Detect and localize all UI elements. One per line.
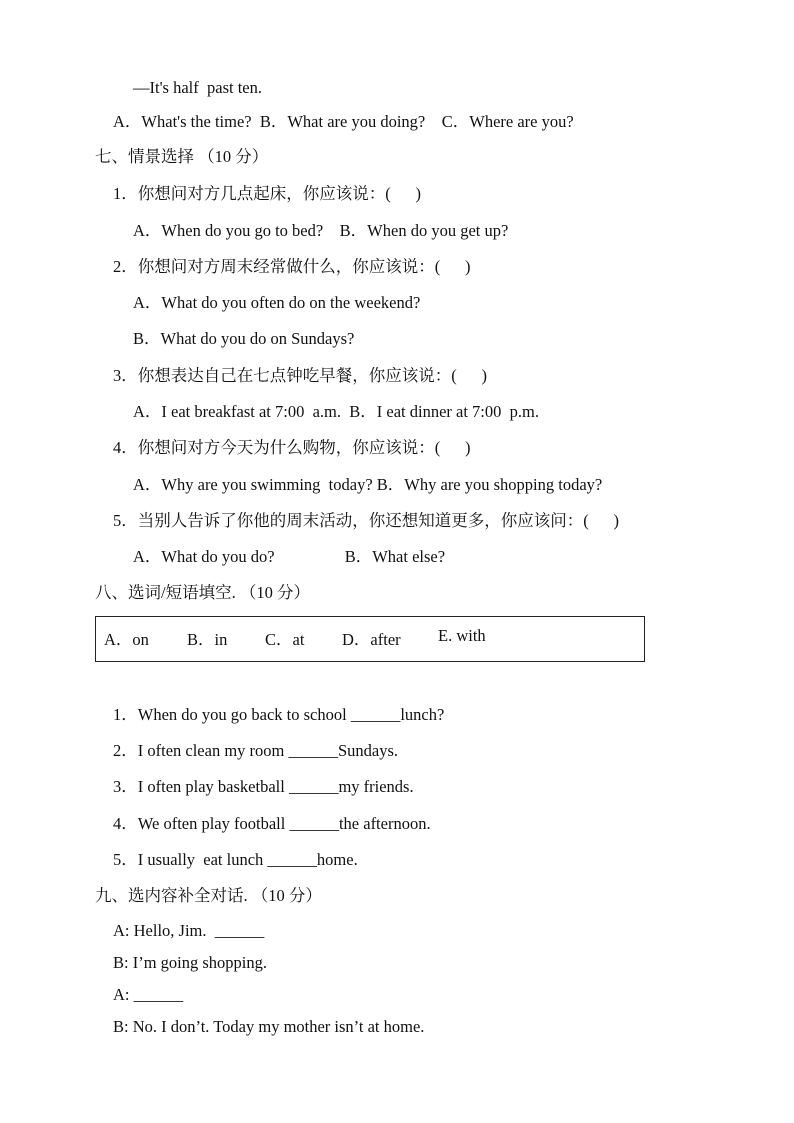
word-bank-option-b: B．in [187, 630, 228, 649]
question-7-5: 5．当别人告诉了你他的周末活动，你还想知道更多，你应该问：( ) [113, 511, 619, 530]
question-7-4: 4．你想问对方今天为什么购物，你应该说：( ) [113, 438, 471, 457]
word-bank-option-e: E. with [438, 626, 486, 645]
dialog-line-1: A: Hello, Jim. ______ [113, 921, 265, 940]
answer-options-7-3: A．I eat breakfast at 7:00 a.m. B．I eat dinner at 7:00 p.m. [133, 402, 539, 421]
fill-item-2: 2．I often clean my room ______Sundays. [113, 741, 399, 760]
fill-item-3: 3．I often play basketball ______my friends. [113, 777, 414, 796]
answer-options-7-5: A．What do you do? B．What else? [133, 547, 446, 566]
word-bank-option-c: C．at [265, 630, 305, 649]
answer-option-7-2-b: B．What do you do on Sundays? [133, 329, 355, 348]
word-bank-option-d: D．after [342, 630, 401, 649]
word-bank-box [95, 616, 645, 662]
question-7-3: 3．你想表达自己在七点钟吃早餐，你应该说：( ) [113, 366, 487, 385]
answer-options-7-4: A．Why are you swimming today? B．Why are you shopping today? [133, 475, 603, 494]
section-9-heading: 九、选内容补全对话. （10 分） [95, 886, 322, 905]
dialog-line-3: A: ______ [113, 985, 184, 1004]
dialog-line-4: B: No. I don’t. Today my mother isn’t at home. [113, 1017, 425, 1036]
section-7-heading: 七、情景选择 （10 分） [95, 147, 269, 166]
word-bank-option-a: A．on [104, 630, 149, 649]
dialog-line-2: B: I’m going shopping. [113, 953, 268, 972]
fill-item-5: 5．I usually eat lunch ______home. [113, 850, 358, 869]
question-7-1: 1．你想问对方几点起床，你应该说：( ) [113, 184, 421, 203]
answer-line: —It's half past ten. [133, 78, 262, 97]
fill-item-1: 1．When do you go back to school ______lunch? [113, 705, 445, 724]
section-8-heading: 八、选词/短语填空. （10 分） [95, 583, 310, 602]
options-line: A．What's the time? B．What are you doing? C．Where are you? [113, 112, 574, 131]
answer-option-7-2-a: A．What do you often do on the weekend? [133, 293, 421, 312]
answer-options-7-1: A．When do you go to bed? B．When do you get up? [133, 221, 509, 240]
question-7-2: 2．你想问对方周末经常做什么，你应该说：( ) [113, 257, 471, 276]
fill-item-4: 4．We often play football ______the afternoon. [113, 814, 431, 833]
